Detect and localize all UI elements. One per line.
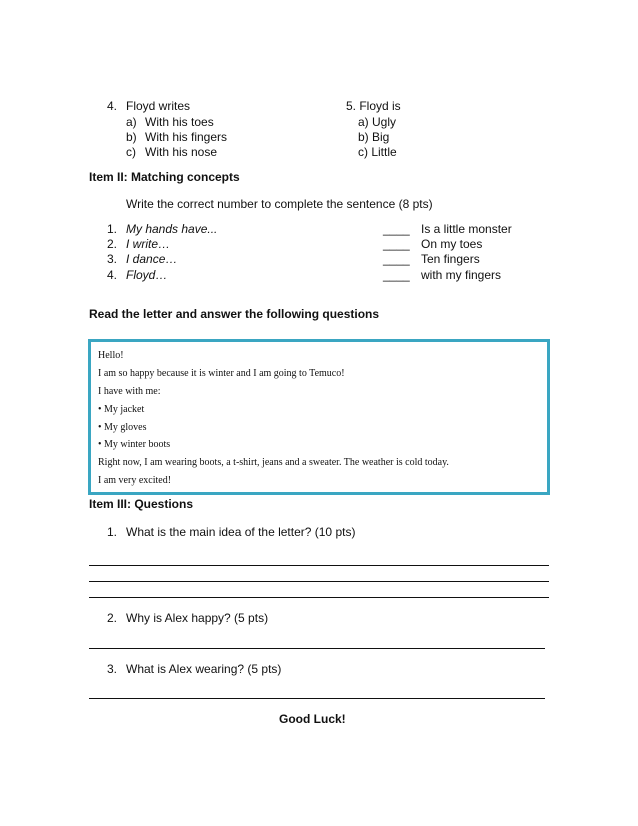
letter-line-1: Hello! <box>98 350 124 361</box>
q4-number: 4. <box>107 99 118 113</box>
q4-option-b-letter: b) <box>126 130 137 144</box>
q1-answer-line-2[interactable] <box>89 581 549 582</box>
match-left-4-text: Floyd… <box>126 268 168 282</box>
match-left-1-text: My hands have... <box>126 222 218 236</box>
match-blank-2[interactable]: ____ <box>383 237 410 251</box>
match-right-4: with my fingers <box>421 268 502 282</box>
q5-option-a: a) Ugly <box>358 115 397 129</box>
q2-answer-line[interactable] <box>89 648 545 649</box>
letter-line-8: I am very excited! <box>98 475 172 486</box>
q1-answer-line-3[interactable] <box>89 597 549 598</box>
match-right-3: Ten fingers <box>421 252 480 266</box>
q4-option-a-text: With his toes <box>145 115 214 129</box>
q5-stem: 5. Floyd is <box>346 99 401 113</box>
letter-line-2: I am so happy because it is winter and I am going to Temuco! <box>98 368 345 379</box>
q1-answer-line-1[interactable] <box>89 565 549 566</box>
match-right-1: Is a little monster <box>421 222 512 236</box>
match-left-2-num: 2. <box>107 237 118 251</box>
match-blank-1[interactable]: ____ <box>383 222 410 236</box>
q4-stem: Floyd writes <box>126 99 191 113</box>
q4-option-c-text: With his nose <box>145 145 218 159</box>
item2-instruction: Write the correct number to complete the sentence (8 pts) <box>126 197 433 211</box>
item2-heading: Item II: Matching concepts <box>89 170 240 184</box>
match-left-3-text: I dance… <box>126 252 178 266</box>
q1-number: 1. <box>107 525 118 539</box>
q4-option-a-letter: a) <box>126 115 137 129</box>
match-right-2: On my toes <box>421 237 483 251</box>
q2-number: 2. <box>107 611 118 625</box>
letter-line-7: Right now, I am wearing boots, a t-shirt, jeans and a sweater. The weather is cold today. <box>98 457 449 468</box>
q5-option-c: c) Little <box>358 145 397 159</box>
match-left-2-text: I write… <box>126 237 171 251</box>
q3-answer-line[interactable] <box>89 698 545 699</box>
q2-text: Why is Alex happy? (5 pts) <box>126 611 269 625</box>
match-left-3-num: 3. <box>107 252 118 266</box>
match-blank-4[interactable]: ____ <box>383 268 410 282</box>
letter-line-3: I have with me: <box>98 386 161 397</box>
q4-option-b-text: With his fingers <box>145 130 228 144</box>
match-left-1-num: 1. <box>107 222 118 236</box>
q3-text: What is Alex wearing? (5 pts) <box>126 662 282 676</box>
match-blank-3[interactable]: ____ <box>383 252 410 266</box>
letter-line-6: • My winter boots <box>98 439 171 450</box>
q1-text: What is the main idea of the letter? (10 pts) <box>126 525 356 539</box>
q4-option-c-letter: c) <box>126 145 136 159</box>
q3-number: 3. <box>107 662 118 676</box>
match-left-4-num: 4. <box>107 268 118 282</box>
letter-line-4: • My jacket <box>98 404 145 415</box>
closing-text: Good Luck! <box>279 712 346 726</box>
letter-heading: Read the letter and answer the following questions <box>89 307 380 321</box>
q5-option-b: b) Big <box>358 130 390 144</box>
item3-heading: Item III: Questions <box>89 497 194 511</box>
letter-line-5: • My gloves <box>98 422 147 433</box>
letter-box <box>88 339 550 495</box>
